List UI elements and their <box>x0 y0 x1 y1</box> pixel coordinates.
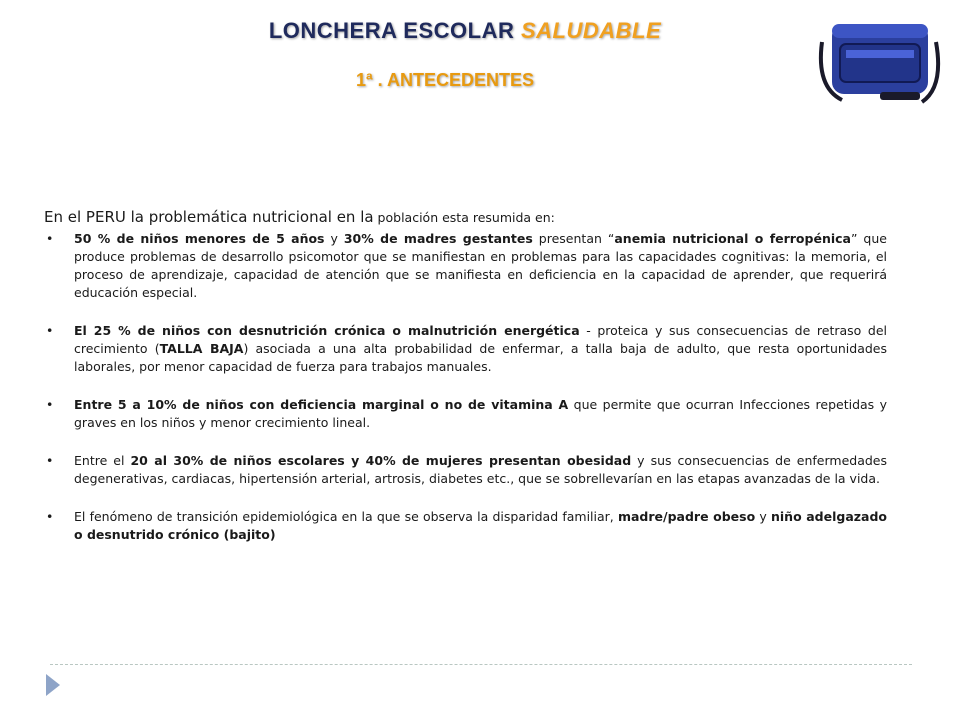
list-item <box>44 396 887 432</box>
bullet-icon: • <box>46 453 54 468</box>
bold-text: 20 al 30% de niños escolares y 40% de mujeres presentan obesidad <box>130 453 632 468</box>
lunch-bag-icon <box>812 12 946 107</box>
body-text: que permite que ocurran Infecciones repetidas y graves en los niños y menor crecimiento lineal. <box>74 397 888 430</box>
body-text: presentan “ <box>532 231 615 246</box>
main-content <box>44 208 887 564</box>
body-text: El fenómeno de transición epidemiológica en la que se observa la disparidad familiar, <box>74 509 618 524</box>
list-item <box>44 230 887 302</box>
list-item <box>44 322 887 376</box>
bullet-icon: • <box>46 231 54 246</box>
bold-text: El 25 % de niños con desnutrición crónica o malnutrición energética <box>74 323 580 338</box>
bullet-icon: • <box>46 397 54 412</box>
bold-text: madre/padre obeso <box>617 509 756 524</box>
next-arrow-icon[interactable] <box>46 674 60 696</box>
bullet-icon: • <box>46 323 54 338</box>
intro-text <box>44 208 887 226</box>
list-item <box>44 508 887 544</box>
bold-text: TALLA BAJA <box>159 341 244 356</box>
slide-subtitle: 1ª . ANTECEDENTES <box>355 70 535 90</box>
title-main: LONCHERA ESCOLAR <box>268 18 515 43</box>
body-text: y <box>324 231 344 246</box>
body-text: ” que produce problemas de desarrollo psicomotor que se manifiestan en problemas para las capacidades cognitivas: la memoria, el proceso de aprendizaje, capacidad de atención que se manifiesta en deficiencia en la capacidad de aprender, que requerirá educación especial. <box>74 231 887 300</box>
bold-text: niño adelgazado o desnutrido crónico (bajito) <box>74 509 888 542</box>
bold-text: 30% de madres gestantes <box>343 231 533 246</box>
bold-text: 50 % de niños menores de 5 años <box>74 231 325 246</box>
body-text: ) asociada a una alta probabilidad de enfermar, a talla baja de adulto, que resta oportunidades laborales, por menor capacidad de fuerza para trabajos manuales. <box>74 341 888 374</box>
bold-text: Entre 5 a 10% de niños con deficiencia marginal o no de vitamina A <box>74 397 569 412</box>
slide-title <box>150 18 780 44</box>
title-accent: SALUDABLE <box>520 18 662 43</box>
body-text: y sus consecuencias de enfermedades degenerativas, cardiacas, hipertensión arterial, artrosis, diabetes etc., que se sobrellevarían en las etapas avanzadas de la vida. <box>74 453 887 486</box>
body-text: y <box>755 509 771 524</box>
body-text: - proteica y sus consecuencias de retraso del crecimiento ( <box>74 323 887 356</box>
bold-text: anemia nutricional o ferropénica <box>614 231 851 246</box>
intro-lead: En el PERU la problemática nutricional en la <box>44 208 374 226</box>
bullet-icon: • <box>46 509 54 524</box>
bullet-list <box>44 230 887 544</box>
intro-small: población esta resumida en: <box>373 210 555 225</box>
body-text: Entre el <box>74 453 131 468</box>
list-item <box>44 452 887 488</box>
footer-divider <box>50 664 912 665</box>
